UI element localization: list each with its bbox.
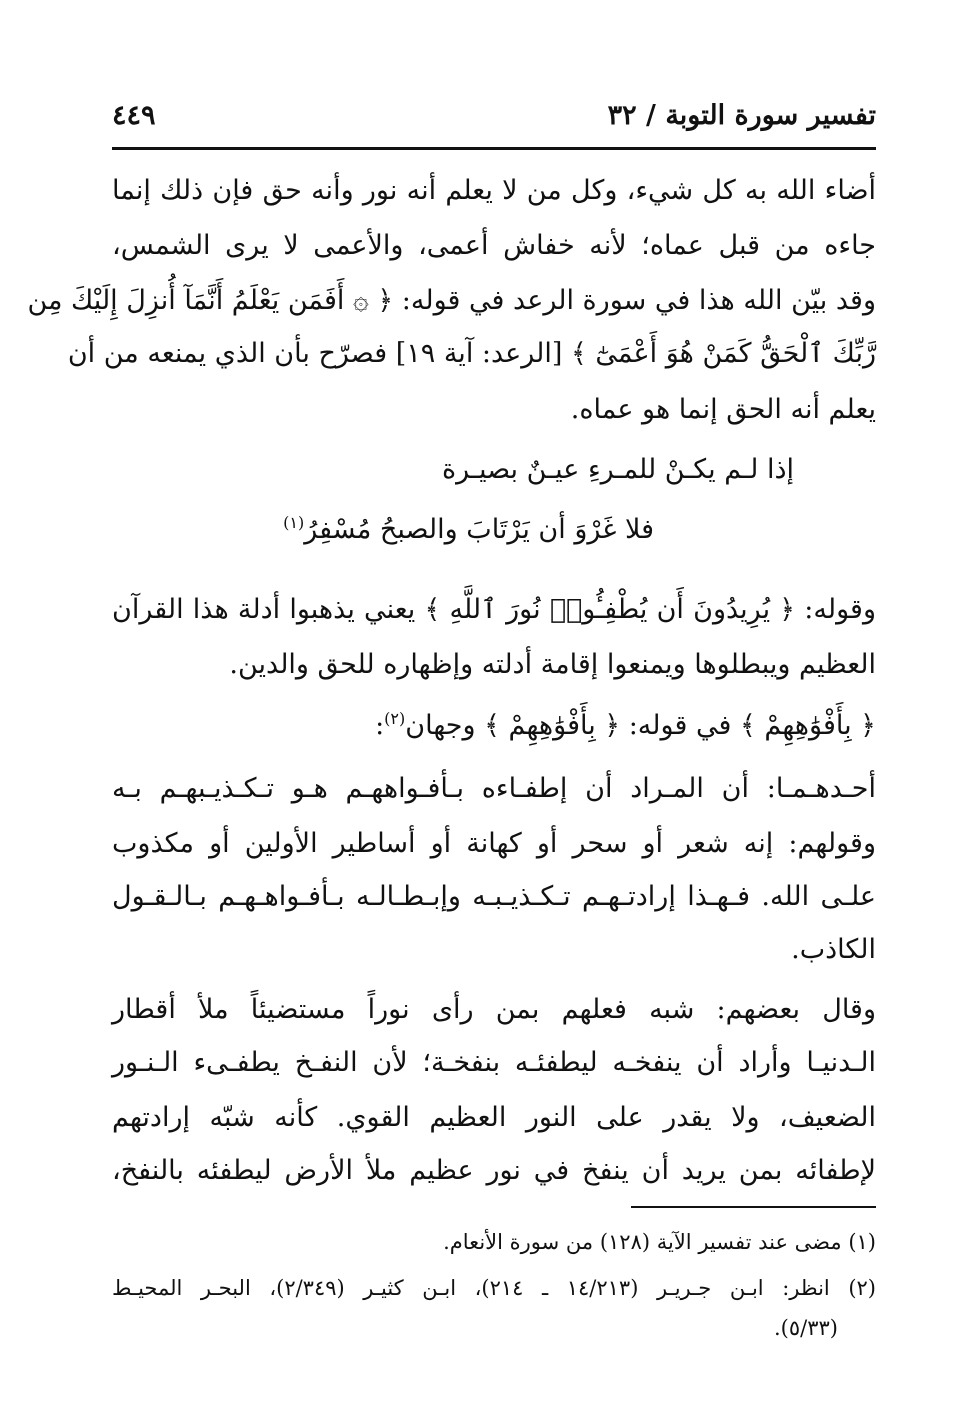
- paragraph-1-line-5: يعلم أنه الحق إنما هو عماه.: [570, 394, 876, 425]
- poem-verse-2-text: فلا غَرْوَ أن يَرْتَابَ والصبحُ مُسْفِرُ: [304, 514, 654, 545]
- paragraph-4-line-1: أحـدهـمـا: أن المـراد أن إطفـاءه بـأفـواههـم هـو تـكـذيـبهـم بـه: [112, 773, 876, 804]
- page-header: [112, 98, 876, 138]
- paragraph-1-line-1: أضاء الله به كل شيء، وكل من لا يعلم أنه نور وأنه حق فإن ذلك إنما: [112, 175, 876, 206]
- footnote-2-line-2: (٥/٣٣).: [774, 1316, 838, 1340]
- running-title: تفسير سورة التوبة / ٣٢: [607, 100, 876, 131]
- paragraph-4-line-3: علـى الله. فـهـذا إرادتـهـم تـكـذيـبـه وإبـطـالـه بـأفـواهـهـم بـالـقـول: [112, 881, 876, 912]
- paragraph-5-line-1: وقال بعضهم: شبه فعلهم بمن رأى نوراً مستضيئاً ملأ أقطار: [112, 994, 876, 1025]
- footnote-ref-1: (١): [283, 513, 305, 532]
- paragraph-2-line-1: وقوله: ﴿ يُرِيدُونَ أَن يُطْفِـُٔوا۟ نُورَ ٱللَّهِ ﴾ يعني يذهبوا أدلة هذا القرآن: [112, 594, 876, 625]
- header-divider: [112, 147, 876, 150]
- paragraph-2-line-2: العظيم ويبطلوها ويمنعوا إقامة أدلته وإظهاره للحق والدين.: [229, 649, 876, 680]
- paragraph-3: [112, 711, 876, 739]
- poem-verse-1: إذا لـم يكـنْ للمـرءِ عيـنٌ بصيـرة: [442, 454, 794, 485]
- footnote-ref-2: (٢): [384, 709, 406, 728]
- paragraph-3-text: ﴿ بِأَفْوَٰهِهِمْ ﴾ في قوله: ﴿ بِأَفْوَٰهِهِمْ ﴾ وجهان: [405, 710, 876, 741]
- paragraph-4-line-2: وقولهم: إنه شعر أو سحر أو كهانة أو أساطير الأولين أو مكذوب: [112, 828, 876, 859]
- paragraph-1-line-4: رَّبِّكَ ٱلْحَقُّ كَمَنْ هُوَ أَعْمَىٰٓ ﴾ [الرعد: آية ١٩] فصرّح بأن الذي يمنعه من أن: [67, 338, 876, 369]
- page-number: ٤٤٩: [112, 100, 156, 131]
- footnote-divider: [631, 1206, 876, 1208]
- poem-verse-2: [283, 515, 654, 543]
- paragraph-1-line-2: جاءه من قبل عماه؛ لأنه خفاش أعمى، والأعمى لا يرى الشمس،: [112, 230, 876, 261]
- footnote-2-line-1: (٢) انظر: ابـن جـريـر (١٤/٢١٣ ـ ٢١٤)، ابـن كثيـر (٢/٣٤٩)، البحـر المحيـط: [112, 1276, 876, 1300]
- paragraph-4-line-4: الكاذب.: [791, 934, 876, 965]
- footnote-1: (١) مضى عند تفسير الآية (١٢٨) من سورة الأنعام.: [443, 1230, 876, 1254]
- paragraph-1-line-3: وقد بيّن الله هذا في سورة الرعد في قوله: ﴿ ۞ أَفَمَن يَعْلَمُ أَنَّمَآ أُنزِلَ إِلَيْكَ مِن: [27, 285, 876, 316]
- paragraph-5-line-4: لإطفائه بمن يريد أن ينفخ في نور عظيم ملأ الأرض ليطفئه بالنفخ،: [112, 1155, 876, 1186]
- paragraph-5-line-2: الـدنيـا وأراد أن ينفخـه ليطفئـه بنفخـة؛ لأن النفـخ يطفـىء الـنـور: [112, 1047, 876, 1078]
- paragraph-5-line-3: الضعيف، ولا يقدر على النور العظيم القوي. كأنه شبّه إرادتهم: [112, 1102, 876, 1133]
- paragraph-3-colon: :: [375, 710, 385, 741]
